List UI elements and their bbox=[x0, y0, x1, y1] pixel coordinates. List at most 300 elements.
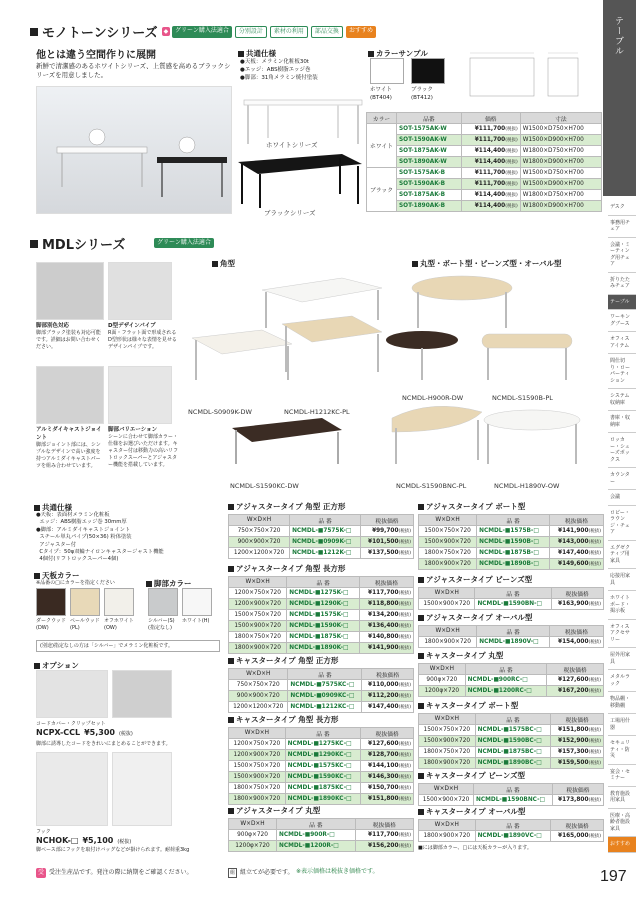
price-cell: ¥147,400(税抜) bbox=[362, 702, 414, 713]
code-cell: NCMDL-■1890BC-□ bbox=[475, 758, 551, 769]
price-table-t6 bbox=[418, 501, 604, 570]
table-row bbox=[367, 157, 602, 168]
table-row bbox=[419, 526, 604, 537]
sidebar-item[interactable]: ホワイトボード・掲示板 bbox=[608, 591, 636, 620]
th-price: 価格 bbox=[461, 113, 520, 124]
swatch-pale-wood bbox=[70, 588, 100, 616]
table-row bbox=[229, 841, 414, 852]
badge-separate-design: 分別設計 bbox=[235, 26, 267, 38]
sidebar-item[interactable]: デスク bbox=[608, 200, 636, 216]
option1-tax: (税抜) bbox=[118, 731, 133, 737]
price-table-t7 bbox=[418, 574, 604, 610]
leg-color-title: 脚部カラー bbox=[146, 578, 192, 589]
size-cell: 1500×900×720 bbox=[419, 537, 477, 548]
table-row bbox=[229, 702, 414, 713]
table-header: 税抜価格 bbox=[551, 820, 604, 831]
size-cell: W1800×D750×H700 bbox=[520, 190, 601, 201]
price-cell: ¥141,900(税抜) bbox=[359, 643, 413, 654]
table-note: ■には脚部カラー、□には天板カラーが入ります。 bbox=[418, 845, 532, 851]
badge-green-purchase: グリーン購入法適合 bbox=[172, 26, 232, 38]
feature-photo-joint bbox=[36, 366, 104, 424]
size-cell: 1500×900×720 bbox=[229, 772, 286, 783]
price-table-t12 bbox=[418, 806, 604, 842]
option-title: オプション bbox=[34, 660, 79, 671]
option1-desc: 脚部に誘導したコードをきれいにまとめることができます。 bbox=[36, 741, 171, 747]
size-cell: 1200φ×720 bbox=[419, 686, 466, 697]
price-table-title: キャスタータイプ ビーンズ型 bbox=[418, 770, 604, 781]
maru-label: 丸型・ボート型・ビーンズ型・オーバル型 bbox=[412, 258, 561, 269]
table-header: 品 番 bbox=[475, 714, 551, 725]
table-row bbox=[419, 675, 604, 686]
table-row bbox=[229, 691, 414, 702]
table-row bbox=[229, 548, 414, 559]
color-cell: ブラック bbox=[367, 168, 397, 212]
price-table-t1 bbox=[228, 501, 414, 559]
caption-s1590bnc: NCMDL-S1590BNC-PL bbox=[396, 482, 467, 490]
table-row bbox=[419, 831, 604, 842]
caption-h1212kc: NCMDL-H1212KC-PL bbox=[284, 408, 350, 416]
code-cell: NCMDL-■1590K-□ bbox=[287, 621, 360, 632]
spec-item: ●天板：メラミン化粧板30t bbox=[240, 59, 309, 65]
top-color-title: 天板カラー bbox=[34, 570, 80, 581]
sidebar-item[interactable]: 宴会・セミナー bbox=[608, 765, 636, 787]
price-cell: ¥146,300(税抜) bbox=[361, 772, 414, 783]
mdl-badge-green: グリーン購入法適合 bbox=[154, 238, 214, 248]
table-row bbox=[419, 725, 604, 736]
caption-h900r: NCMDL-H900R-DW bbox=[402, 394, 464, 402]
price-cell: ¥167,200(税抜) bbox=[547, 686, 604, 697]
sidebar-nav bbox=[608, 200, 636, 853]
swatch-white-label: ホワイト (BT404) bbox=[370, 87, 392, 101]
table-header: 税抜価格 bbox=[359, 577, 413, 588]
code-cell: SOT-1875AK-B bbox=[397, 190, 462, 201]
sidebar-item[interactable]: 応接用家具 bbox=[608, 569, 636, 591]
mdl-spec-title: 共通仕様 bbox=[34, 502, 72, 513]
code-cell: SOT-1590AK-B bbox=[397, 179, 462, 190]
size-cell: 900×900×720 bbox=[229, 691, 288, 702]
table-row bbox=[229, 632, 414, 643]
code-cell: NCMDL-■1875KC-□ bbox=[285, 783, 361, 794]
spec-item: ●脚部：31角メラミン焼付塗装 bbox=[240, 75, 318, 81]
price-table-title: アジャスタータイプ 角型 正方形 bbox=[228, 501, 414, 512]
sidebar-item[interactable]: 会議 bbox=[608, 490, 636, 506]
price-cell: ¥127,600(税抜) bbox=[361, 739, 414, 750]
sidebar-item[interactable]: 屋外用家具 bbox=[608, 648, 636, 670]
table-row bbox=[229, 761, 414, 772]
badge-material: 素材の利用 bbox=[270, 26, 308, 38]
table-header: 品 番 bbox=[277, 819, 356, 830]
swatch-h-label: ホワイト(H) bbox=[182, 618, 210, 624]
table-header: 税抜価格 bbox=[355, 819, 413, 830]
code-cell: NCMDL-■1875K-□ bbox=[287, 632, 360, 643]
sidebar-item[interactable]: テーブル bbox=[608, 295, 636, 311]
caption-h1890v: NCMDL-H1890V-OW bbox=[494, 482, 560, 490]
sidebar-item[interactable]: システム収納庫 bbox=[608, 389, 636, 411]
spec-item: エッジ：ABS樹脂エッジ巻 30mm厚 bbox=[39, 519, 127, 526]
code-cell: SOT-1590AK-W bbox=[397, 135, 462, 146]
swatch-pl-label: ペールウッド (PL) bbox=[70, 618, 100, 631]
code-cell: NCMDL-■1200RC-□ bbox=[465, 686, 547, 697]
table-header: 品 番 bbox=[288, 669, 362, 680]
size-cell: W1800×D900×H700 bbox=[520, 157, 601, 168]
code-cell: NCMDL-■1890V-□ bbox=[477, 637, 550, 648]
th-color: カラー bbox=[367, 113, 397, 124]
size-cell: 1800×900×720 bbox=[419, 637, 477, 648]
price-cell: ¥111,700(税抜) bbox=[461, 124, 520, 135]
assembly-icon: 組 bbox=[230, 870, 236, 876]
table-row bbox=[229, 739, 414, 750]
code-cell: NCMDL-■1275KC-□ bbox=[285, 739, 361, 750]
size-cell: 1200×750×720 bbox=[229, 739, 286, 750]
table-row bbox=[229, 610, 414, 621]
spec-item: Cタイプ：50φ双輪ナイロンキャスタージャスト機能 bbox=[39, 549, 164, 556]
code-cell: NCMDL-■1890B-□ bbox=[477, 559, 550, 570]
price-table-t11 bbox=[418, 770, 604, 806]
sidebar-item[interactable]: 物品棚・移動棚 bbox=[608, 692, 636, 714]
size-cell: W1800×D750×H700 bbox=[520, 146, 601, 157]
table-header: 税抜価格 bbox=[547, 664, 604, 675]
sidebar-item[interactable]: メタルラック bbox=[608, 670, 636, 692]
code-cell: NCMDL-■1275K-□ bbox=[287, 588, 360, 599]
price-table-t4 bbox=[228, 714, 414, 805]
size-cell: 900φ×720 bbox=[229, 830, 277, 841]
price-cell: ¥99,700(税抜) bbox=[361, 526, 414, 537]
price-table-t8 bbox=[418, 612, 604, 648]
caption-s0909k: NCMDL-S0909K-DW bbox=[188, 408, 252, 416]
price-cell: ¥117,700(税抜) bbox=[359, 588, 413, 599]
table-header: 税抜価格 bbox=[362, 669, 414, 680]
price-table-t3 bbox=[228, 655, 414, 713]
price-cell: ¥154,000(税抜) bbox=[549, 637, 603, 648]
color-cell: ホワイト bbox=[367, 124, 397, 168]
price-cell: ¥165,000(税抜) bbox=[551, 831, 604, 842]
table-row bbox=[229, 830, 414, 841]
sidebar-item[interactable]: ロビー・ラウンジ・チェア bbox=[608, 506, 636, 541]
price-cell: ¥117,700(税抜) bbox=[355, 830, 413, 841]
size-cell: 1800×750×720 bbox=[419, 747, 476, 758]
sidebar-item[interactable]: オフィスアイテム bbox=[608, 332, 636, 354]
sidebar-item[interactable]: ロッカー・シューズボックス bbox=[608, 433, 636, 468]
code-cell: SOT-1890AK-B bbox=[397, 201, 462, 212]
table-row bbox=[367, 201, 602, 212]
table-row bbox=[367, 124, 602, 135]
size-cell: 1800×750×720 bbox=[229, 783, 286, 794]
sidebar-item[interactable]: 事務用チェア bbox=[608, 216, 636, 238]
code-cell: NCMDL-■1590BC-□ bbox=[475, 736, 551, 747]
sidebar-item[interactable]: 教育施設用家具 bbox=[608, 787, 636, 809]
price-cell: ¥140,800(税抜) bbox=[359, 632, 413, 643]
swatch-white-leg bbox=[182, 588, 212, 616]
table-header: 税抜価格 bbox=[361, 728, 414, 739]
price-cell: ¥143,000(税抜) bbox=[549, 537, 603, 548]
price-table-title: キャスタータイプ ボート型 bbox=[418, 700, 604, 711]
price-table-title: アジャスタータイプ オーバル型 bbox=[418, 612, 604, 623]
sidebar-item[interactable]: おすすめ bbox=[608, 837, 636, 853]
price-table-title: アジャスタータイプ ビーンズ型 bbox=[418, 574, 604, 585]
table-header: W×D×H bbox=[419, 588, 475, 599]
swatch-black bbox=[411, 58, 445, 84]
badge-recommend: おすすめ bbox=[346, 26, 376, 38]
feature4-desc: シーンに合わせて脚部カラー・仕様をお選びいただけます。キャスター付は移動力の高いリフトロックスーパーとアジャスター機能を搭載しています。 bbox=[108, 434, 179, 468]
sidebar-item[interactable]: 医療・高齢者施設家具 bbox=[608, 809, 636, 838]
table-row bbox=[229, 526, 414, 537]
price-table-title: アジャスタータイプ 角型 長方形 bbox=[228, 563, 414, 574]
size-cell: 1500×900×720 bbox=[419, 599, 475, 610]
spec-item: アジャスター付 bbox=[39, 541, 77, 548]
feature-photo-leg-variation bbox=[108, 366, 172, 424]
footer-note3: ※表示価格は税抜き価格です。 bbox=[296, 868, 379, 875]
price-cell: ¥149,600(税抜) bbox=[549, 559, 603, 570]
sidebar-item[interactable]: ワーキングブース bbox=[608, 310, 636, 332]
black-table-drawing bbox=[232, 150, 367, 210]
price-cell: ¥118,800(税抜) bbox=[359, 599, 413, 610]
feature1-title: 脚部別色対応 bbox=[36, 323, 70, 329]
swatch-ow-label: オフホワイト (OW) bbox=[104, 618, 134, 631]
option1-code: NCPX-CCL bbox=[36, 728, 81, 737]
size-cell: 1200×900×720 bbox=[229, 599, 287, 610]
option1-price-row bbox=[36, 728, 133, 737]
size-cell: 1800×900×720 bbox=[229, 794, 286, 805]
sidebar-active-tab[interactable] bbox=[603, 0, 636, 196]
code-cell: NCMDL-■1575K-□ bbox=[287, 610, 360, 621]
size-cell: 1200×1200×720 bbox=[229, 702, 288, 713]
option2-tax: (税抜) bbox=[117, 839, 132, 845]
table-row bbox=[229, 643, 414, 654]
table-row bbox=[229, 794, 414, 805]
code-cell: NCMDL-■1575BC-□ bbox=[475, 725, 551, 736]
sidebar-item[interactable]: 折りたたみチェア bbox=[608, 273, 636, 295]
price-table-t9 bbox=[418, 650, 604, 697]
size-cell: 1500×900×720 bbox=[229, 621, 287, 632]
price-cell: ¥134,200(税抜) bbox=[359, 610, 413, 621]
table-row bbox=[419, 548, 604, 559]
price-cell: ¥128,700(税抜) bbox=[361, 750, 414, 761]
price-cell: ¥141,900(税抜) bbox=[549, 526, 603, 537]
table-row bbox=[367, 146, 602, 157]
code-cell: NCMDL-■1290K-□ bbox=[287, 599, 360, 610]
table-row bbox=[419, 736, 604, 747]
swatch-dw-label: ダークウッド (DW) bbox=[36, 618, 66, 631]
size-cell: 750×750×720 bbox=[229, 680, 288, 691]
sidebar-tab-label: テーブル bbox=[613, 16, 623, 56]
table-header: 品 番 bbox=[290, 515, 361, 526]
table-header: 税抜価格 bbox=[361, 515, 414, 526]
size-cell: W1500×D750×H700 bbox=[520, 124, 601, 135]
sidebar-item[interactable]: 間仕切り・ローパーティション bbox=[608, 354, 636, 389]
sidebar-item[interactable]: 工場用什器 bbox=[608, 714, 636, 736]
table-row bbox=[419, 599, 604, 610]
table-header: 品 番 bbox=[477, 515, 550, 526]
code-cell: NCMDL-■1590B-□ bbox=[477, 537, 550, 548]
option-photo-clip bbox=[112, 670, 172, 718]
sidebar-item[interactable]: セキュリティ・防災 bbox=[608, 736, 636, 765]
price-cell: ¥136,400(税抜) bbox=[359, 621, 413, 632]
monotone-desc: 新鮮で清潔感のあるホワイトシリーズ、上質感を高めるブラックシリーズを用意しました。 bbox=[36, 62, 231, 79]
table-row bbox=[367, 168, 602, 179]
size-cell: 1800×750×720 bbox=[419, 548, 477, 559]
monotone-title-row bbox=[30, 22, 170, 41]
table-row bbox=[419, 795, 604, 806]
size-cell: 1200×1200×720 bbox=[229, 548, 290, 559]
mdl-series-title: MDLシリーズ bbox=[42, 238, 126, 253]
badge-parts: 部品交換 bbox=[311, 26, 343, 38]
feature-photo-d-pipe bbox=[108, 262, 172, 320]
code-cell: SOT-1575AK-W bbox=[397, 124, 462, 135]
table-header: 品 番 bbox=[287, 577, 360, 588]
table-header: 税抜価格 bbox=[549, 515, 603, 526]
option-photo-hook bbox=[36, 752, 108, 826]
size-cell: 1500×750×720 bbox=[229, 610, 287, 621]
table-row bbox=[229, 599, 414, 610]
code-cell: SOT-1875AK-W bbox=[397, 146, 462, 157]
size-cell: 1500×900×720 bbox=[419, 795, 474, 806]
price-table-t5 bbox=[228, 805, 414, 852]
code-cell: NCMDL-■900R-□ bbox=[277, 830, 356, 841]
footer-note1: 受 受注生産品です。発注の際に納期をご確認ください。 bbox=[38, 869, 193, 876]
sidebar-item[interactable]: オフィスアクセサリー bbox=[608, 620, 636, 649]
table-header: W×D×H bbox=[419, 714, 476, 725]
monotone-spec-title: 共通仕様 bbox=[238, 48, 276, 59]
size-cell: 1800×900×720 bbox=[419, 758, 476, 769]
table-header: W×D×H bbox=[419, 515, 477, 526]
table-row bbox=[419, 758, 604, 769]
spec-item: スチール単丸パイプ(50×36) 粉体塗装 bbox=[39, 534, 132, 541]
spec-item: ●天板：表面材メラミン化粧板 bbox=[36, 512, 110, 518]
price-cell: ¥114,400(税抜) bbox=[461, 190, 520, 201]
code-cell: NCMDL-■1875B-□ bbox=[477, 548, 550, 559]
price-cell: ¥110,000(税抜) bbox=[362, 680, 414, 691]
table-row bbox=[367, 190, 602, 201]
price-cell: ¥157,300(税抜) bbox=[551, 747, 604, 758]
table-header: 税抜価格 bbox=[549, 626, 603, 637]
price-cell: ¥151,800(税抜) bbox=[551, 725, 604, 736]
option1-price: ¥5,300 bbox=[84, 728, 115, 737]
code-cell: NCMDL-■7575KC-□ bbox=[288, 680, 362, 691]
table-row bbox=[229, 588, 414, 599]
monotone-spec-list bbox=[240, 58, 318, 82]
th-size: 寸法 bbox=[520, 113, 601, 124]
sidebar-item[interactable]: 書庫・収納庫 bbox=[608, 411, 636, 433]
spec-item: 4個付(リフトロックスーパー4個) bbox=[39, 556, 119, 563]
price-cell: ¥152,900(税抜) bbox=[551, 736, 604, 747]
price-cell: ¥173,800(税抜) bbox=[552, 795, 603, 806]
bullet-square-icon bbox=[30, 28, 38, 36]
size-cell: 900φ×720 bbox=[419, 675, 466, 686]
caption-s1590b: NCMDL-S1590B-PL bbox=[492, 394, 553, 402]
feature2-title: D型デザインパイプ bbox=[108, 323, 156, 329]
code-cell: NCMDL-■1212KC-□ bbox=[288, 702, 362, 713]
spec-item: ●エッジ：ABS樹脂エッジ巻 bbox=[240, 67, 311, 73]
table-header: 税抜価格 bbox=[552, 784, 603, 795]
monotone-price-table bbox=[366, 112, 602, 212]
price-cell: ¥163,900(税抜) bbox=[551, 599, 603, 610]
sidebar-item[interactable]: 会議・ミーティング用チェア bbox=[608, 238, 636, 273]
price-table-title: キャスタータイプ 丸型 bbox=[418, 650, 604, 661]
table-row bbox=[419, 747, 604, 758]
option2-code: NCHOK-□ bbox=[36, 836, 79, 845]
option2-name: フック bbox=[36, 829, 51, 835]
size-cell: 1800×900×720 bbox=[419, 831, 476, 842]
table-header: W×D×H bbox=[419, 664, 466, 675]
size-cell: 1800×900×720 bbox=[229, 643, 287, 654]
code-cell: NCMDL-■1890K-□ bbox=[287, 643, 360, 654]
color-note: (別途)指定なしの方は「シルバー」でメラミン化粧板です。 bbox=[36, 640, 220, 652]
table-header: W×D×H bbox=[419, 784, 474, 795]
code-cell: SOT-1890AK-W bbox=[397, 157, 462, 168]
code-cell: NCMDL-■0909KC-□ bbox=[288, 691, 362, 702]
table-header: 品 番 bbox=[285, 728, 361, 739]
feature-photo-black-leg bbox=[36, 262, 104, 320]
size-cell: 1800×750×720 bbox=[229, 632, 287, 643]
code-cell: NCMDL-■900RC-□ bbox=[465, 675, 547, 686]
code-cell: NCMDL-■1890VC-□ bbox=[475, 831, 551, 842]
option-photo-hook-detail bbox=[112, 752, 172, 826]
table-row bbox=[229, 772, 414, 783]
price-table-title: キャスタータイプ オーバル型 bbox=[418, 806, 604, 817]
table-header: 品 番 bbox=[465, 664, 547, 675]
price-table-title: アジャスタータイプ 丸型 bbox=[228, 805, 414, 816]
price-cell: ¥147,400(税抜) bbox=[549, 548, 603, 559]
option-photo-cord bbox=[36, 670, 108, 718]
footer-note2: 組 組立てが必要です。 bbox=[230, 869, 294, 876]
price-cell: ¥101,500(税抜) bbox=[361, 537, 414, 548]
feature4-title: 脚部バリエーション bbox=[108, 427, 158, 433]
sidebar-item[interactable]: カウンター bbox=[608, 468, 636, 490]
swatch-black-label: ブラック (BT412) bbox=[411, 87, 433, 101]
size-cell: 1200φ×720 bbox=[229, 841, 277, 852]
price-cell: ¥151,800(税抜) bbox=[361, 794, 414, 805]
mdl-spec-list bbox=[36, 512, 224, 564]
table-row bbox=[419, 686, 604, 697]
table-header: W×D×H bbox=[229, 577, 287, 588]
feature3-title: アルミダイキャストジョイント bbox=[36, 427, 102, 441]
option2-desc: 脚ベース部にフックを取付けバッグなどが掛けられます。耐荷重3kg bbox=[36, 847, 190, 853]
size-cell: 1200×900×720 bbox=[229, 750, 286, 761]
color-sample-title: カラーサンプル bbox=[368, 48, 428, 59]
code-cell: NCMDL-■1590KC-□ bbox=[285, 772, 361, 783]
swatch-silver bbox=[148, 588, 178, 616]
price-table-title: キャスタータイプ 角型 正方形 bbox=[228, 655, 414, 666]
size-cell: 1500×750×720 bbox=[419, 725, 476, 736]
price-cell: ¥111,700(税抜) bbox=[461, 179, 520, 190]
price-cell: ¥150,700(税抜) bbox=[361, 783, 414, 794]
th-code: 品番 bbox=[397, 113, 462, 124]
code-cell: NCMDL-■1890KC-□ bbox=[285, 794, 361, 805]
size-cell: 1500×750×720 bbox=[419, 526, 477, 537]
table-header: 税抜価格 bbox=[551, 588, 603, 599]
option1-name: コードカバー・クリップセット bbox=[36, 721, 106, 727]
code-cell: NCMDL-■1290KC-□ bbox=[285, 750, 361, 761]
size-cell: 1500×750×720 bbox=[229, 761, 286, 772]
monotone-headline: 他とは違う空間作りに展開 bbox=[36, 50, 156, 61]
page-number: 197 bbox=[600, 868, 627, 885]
swatch-off-white bbox=[104, 588, 134, 616]
bullet-square-icon bbox=[30, 240, 38, 248]
code-cell: NCMDL-■1575B-□ bbox=[477, 526, 550, 537]
code-cell: NCMDL-■1875BC-□ bbox=[475, 747, 551, 758]
table-header: 品 番 bbox=[475, 588, 551, 599]
white-series-label: ホワイトシリーズ bbox=[266, 141, 318, 149]
table-header: 品 番 bbox=[474, 784, 553, 795]
swatch-s-label: シルバー(S) (指定なし) bbox=[148, 618, 175, 631]
table-row bbox=[229, 783, 414, 794]
price-cell: ¥114,400(税抜) bbox=[461, 157, 520, 168]
price-cell: ¥114,400(税抜) bbox=[461, 146, 520, 157]
sidebar-item[interactable]: エグゼクティブ用家具 bbox=[608, 541, 636, 570]
price-cell: ¥127,600(税抜) bbox=[547, 675, 604, 686]
black-series-label: ブラックシリーズ bbox=[264, 209, 316, 217]
size-cell: W1800×D900×H700 bbox=[520, 201, 601, 212]
